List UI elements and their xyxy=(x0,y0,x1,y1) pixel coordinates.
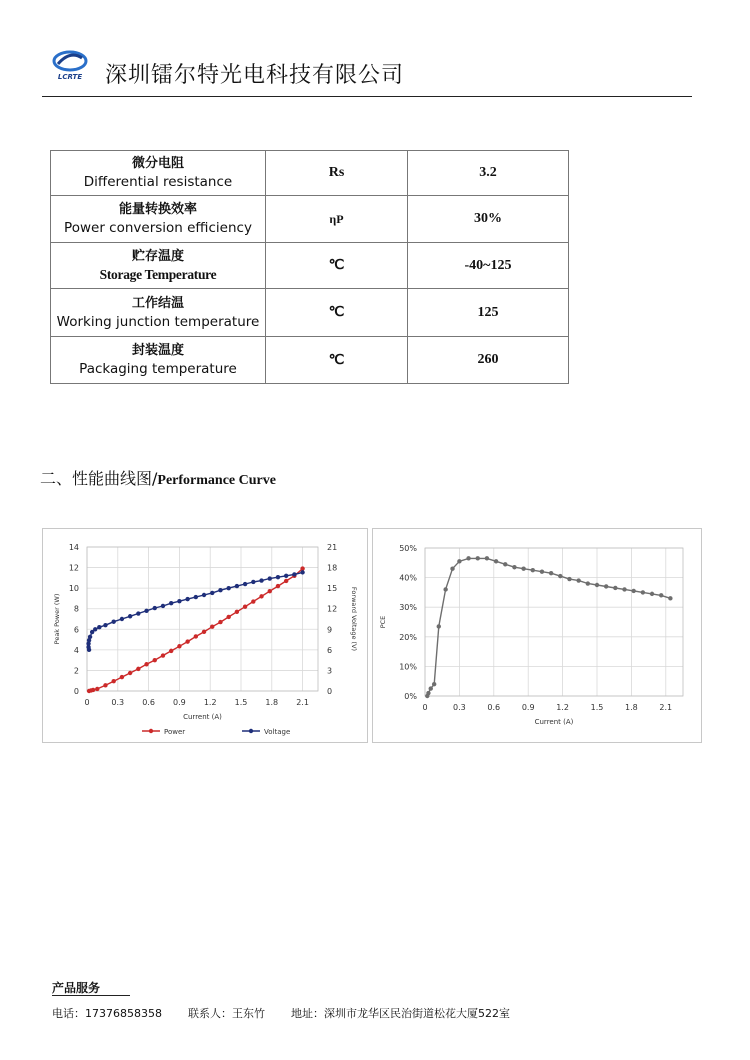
data-point xyxy=(93,627,97,631)
data-point xyxy=(567,577,571,581)
data-point xyxy=(503,562,507,566)
data-point xyxy=(144,662,148,666)
data-point xyxy=(457,559,461,563)
data-point xyxy=(531,568,535,572)
data-point xyxy=(153,606,157,610)
x-tick-label: 0 xyxy=(422,703,428,712)
y-tick-label: 2 xyxy=(73,666,79,676)
y2-tick-label: 0 xyxy=(327,687,333,696)
y2-tick-label: 3 xyxy=(327,666,333,676)
section-title-zh: 二、性能曲线图/ xyxy=(40,469,158,488)
data-point xyxy=(268,589,272,593)
data-point xyxy=(235,610,239,614)
plot-area xyxy=(425,548,683,696)
data-point xyxy=(97,625,101,629)
power-voltage-chart-svg xyxy=(43,529,367,742)
table-row xyxy=(51,337,569,384)
data-point xyxy=(91,688,95,692)
data-point xyxy=(128,671,132,675)
table-row xyxy=(51,196,569,243)
x-tick-label: 0.9 xyxy=(521,703,535,712)
data-point xyxy=(668,596,672,600)
footer-title: 产品服务 xyxy=(52,981,101,995)
y-tick-label: 0% xyxy=(404,692,417,701)
data-point xyxy=(521,567,525,571)
data-point xyxy=(226,615,230,619)
series-line xyxy=(89,569,303,691)
data-point xyxy=(185,639,189,643)
section-title-en: Performance Curve xyxy=(157,473,276,488)
data-point xyxy=(268,576,272,580)
data-point xyxy=(432,682,436,686)
data-point xyxy=(103,623,107,627)
data-point xyxy=(120,617,124,621)
data-point xyxy=(613,586,617,590)
y-tick-label: 0 xyxy=(73,687,79,696)
data-point xyxy=(88,635,92,639)
param-name-en: Differential resistance xyxy=(83,174,233,190)
section-title xyxy=(40,466,276,489)
param-name-cell xyxy=(51,151,266,196)
table-row xyxy=(51,151,569,196)
param-name-cell xyxy=(51,289,266,337)
y2-tick-label: 18 xyxy=(327,563,338,573)
pce-chart xyxy=(372,528,702,743)
footer-contact-person: 联系人：王东竹 xyxy=(187,1007,265,1020)
data-point xyxy=(576,578,580,582)
data-point xyxy=(144,609,148,613)
param-symbol: Rs xyxy=(266,151,408,196)
data-point xyxy=(111,679,115,683)
x-tick-label: 0.6 xyxy=(142,698,155,707)
data-point xyxy=(128,614,132,618)
data-point xyxy=(210,591,214,595)
logo-text: LCRTE xyxy=(57,73,83,81)
x-tick-label: 1.8 xyxy=(625,703,638,712)
data-point xyxy=(259,594,263,598)
data-point xyxy=(177,644,181,648)
y-tick-label: 40% xyxy=(399,573,417,583)
data-point xyxy=(111,620,115,624)
data-point xyxy=(226,586,230,590)
data-point xyxy=(161,604,165,608)
y-tick-label: 20% xyxy=(399,632,417,642)
x-tick-label: 0.3 xyxy=(111,698,125,707)
data-point xyxy=(161,653,165,657)
data-point xyxy=(218,588,222,592)
data-point xyxy=(185,597,189,601)
param-name-zh: 贮存温度 xyxy=(131,248,184,264)
param-value: 260 xyxy=(408,337,569,384)
y-tick-label: 30% xyxy=(399,603,417,613)
data-point xyxy=(300,570,304,574)
pce-chart-svg xyxy=(373,529,701,742)
x-tick-label: 0.6 xyxy=(487,703,501,712)
param-name-zh: 封装温度 xyxy=(131,343,184,358)
param-name-en: Working junction temperature xyxy=(56,313,260,330)
data-point xyxy=(276,575,280,579)
legend-marker xyxy=(149,729,153,733)
data-point xyxy=(466,556,470,560)
data-point xyxy=(136,667,140,671)
y2-axis-label: Forward Voltage (V) xyxy=(350,586,358,652)
data-point xyxy=(595,583,599,587)
y-axis-label: PCE xyxy=(379,615,387,629)
data-point xyxy=(136,611,140,615)
param-name-zh: 能量转换效率 xyxy=(118,202,197,217)
footer-phone: 电话：17376858358 xyxy=(52,1007,162,1020)
data-point xyxy=(622,587,626,591)
data-point xyxy=(202,630,206,634)
param-name-cell xyxy=(51,243,266,289)
power-voltage-chart xyxy=(42,528,368,743)
data-point xyxy=(177,599,181,603)
data-point xyxy=(450,567,454,571)
data-point xyxy=(243,582,247,586)
data-point xyxy=(153,658,157,662)
data-point xyxy=(276,584,280,588)
x-tick-label: 1.5 xyxy=(234,698,248,707)
y-tick-label: 50% xyxy=(399,544,417,553)
y-tick-label: 4 xyxy=(73,645,79,655)
table-row xyxy=(51,289,569,337)
logo-graphic xyxy=(48,48,92,82)
x-tick-label: 2.1 xyxy=(296,698,309,707)
data-point xyxy=(300,566,304,570)
data-point xyxy=(235,584,239,588)
data-point xyxy=(494,559,498,563)
legend-label: Voltage xyxy=(264,728,291,736)
data-point xyxy=(650,592,654,596)
header-divider xyxy=(42,96,692,97)
param-name-en: Packaging temperature xyxy=(79,361,237,377)
data-point xyxy=(251,599,255,603)
data-point xyxy=(540,569,544,573)
x-tick-label: 2.1 xyxy=(659,703,673,712)
y2-tick-label: 15 xyxy=(327,584,338,594)
y-tick-label: 10% xyxy=(399,662,417,672)
data-point xyxy=(259,578,263,582)
data-point xyxy=(202,593,206,597)
y2-tick-label: 12 xyxy=(327,604,338,614)
y-tick-label: 12 xyxy=(68,563,79,573)
param-value: 30% xyxy=(408,196,569,243)
param-name-en: Storage Temperature xyxy=(99,266,217,282)
footer-contact xyxy=(52,1005,536,1021)
param-name-cell xyxy=(51,196,266,243)
param-value: 3.2 xyxy=(408,151,569,196)
data-point xyxy=(641,590,645,594)
y-axis-label: Peak Power (W) xyxy=(53,593,61,645)
x-tick-label: 1.8 xyxy=(265,698,279,707)
y-tick-label: 8 xyxy=(73,604,79,614)
data-point xyxy=(284,579,288,583)
data-point xyxy=(426,691,430,695)
data-point xyxy=(251,580,255,584)
y-tick-label: 6 xyxy=(73,625,79,635)
param-name-zh: 微分电阻 xyxy=(131,156,184,171)
legend-marker xyxy=(249,729,253,733)
table-row xyxy=(51,243,569,289)
data-point xyxy=(631,589,635,593)
x-axis-label: Current (A) xyxy=(183,713,222,721)
param-name-en: Power conversion efficiency xyxy=(64,220,252,236)
company-name: 深圳镭尔特光电科技有限公司 xyxy=(105,63,405,88)
data-point xyxy=(169,601,173,605)
data-point xyxy=(659,593,663,597)
param-symbol: ηP xyxy=(266,196,408,243)
data-point xyxy=(194,595,198,599)
data-point xyxy=(169,649,173,653)
data-point xyxy=(558,574,562,578)
data-point xyxy=(103,683,107,687)
data-point xyxy=(95,687,99,691)
x-axis-label: Current (A) xyxy=(534,718,574,726)
data-point xyxy=(437,624,441,628)
y2-tick-label: 6 xyxy=(327,645,333,655)
series-line xyxy=(427,558,670,696)
param-value: 125 xyxy=(408,289,569,337)
data-point xyxy=(284,574,288,578)
data-point xyxy=(243,604,247,608)
param-name-zh: 工作结温 xyxy=(131,295,184,311)
y-tick-label: 10 xyxy=(68,584,79,594)
data-point xyxy=(218,620,222,624)
data-point xyxy=(586,581,590,585)
data-point xyxy=(194,634,198,638)
x-tick-label: 1.5 xyxy=(590,703,604,712)
y2-tick-label: 9 xyxy=(327,625,333,635)
x-tick-label: 0 xyxy=(84,698,90,707)
footer-address: 地址：深圳市龙华区民治街道松花大厦522室 xyxy=(290,1007,510,1020)
x-tick-label: 1.2 xyxy=(203,698,217,707)
data-point xyxy=(443,587,447,591)
data-point xyxy=(120,675,124,679)
data-point xyxy=(210,625,214,629)
y2-tick-label: 21 xyxy=(327,543,338,552)
spec-table xyxy=(50,150,569,384)
data-point xyxy=(429,686,433,690)
x-tick-label: 0.3 xyxy=(453,703,466,712)
footer-divider xyxy=(52,995,130,996)
param-symbol: ℃ xyxy=(266,289,408,337)
y-tick-label: 14 xyxy=(68,543,79,552)
param-value: -40~125 xyxy=(408,243,569,289)
x-tick-label: 1.2 xyxy=(556,703,569,712)
data-point xyxy=(549,571,553,575)
company-logo xyxy=(48,48,92,82)
data-point xyxy=(604,584,608,588)
data-point xyxy=(292,572,296,576)
legend-label: Power xyxy=(164,728,186,736)
data-point xyxy=(512,565,516,569)
data-point xyxy=(476,556,480,560)
data-point xyxy=(485,556,489,560)
param-name-cell xyxy=(51,337,266,384)
x-tick-label: 0.9 xyxy=(173,698,186,707)
param-symbol: ℃ xyxy=(266,243,408,289)
param-symbol: ℃ xyxy=(266,337,408,384)
